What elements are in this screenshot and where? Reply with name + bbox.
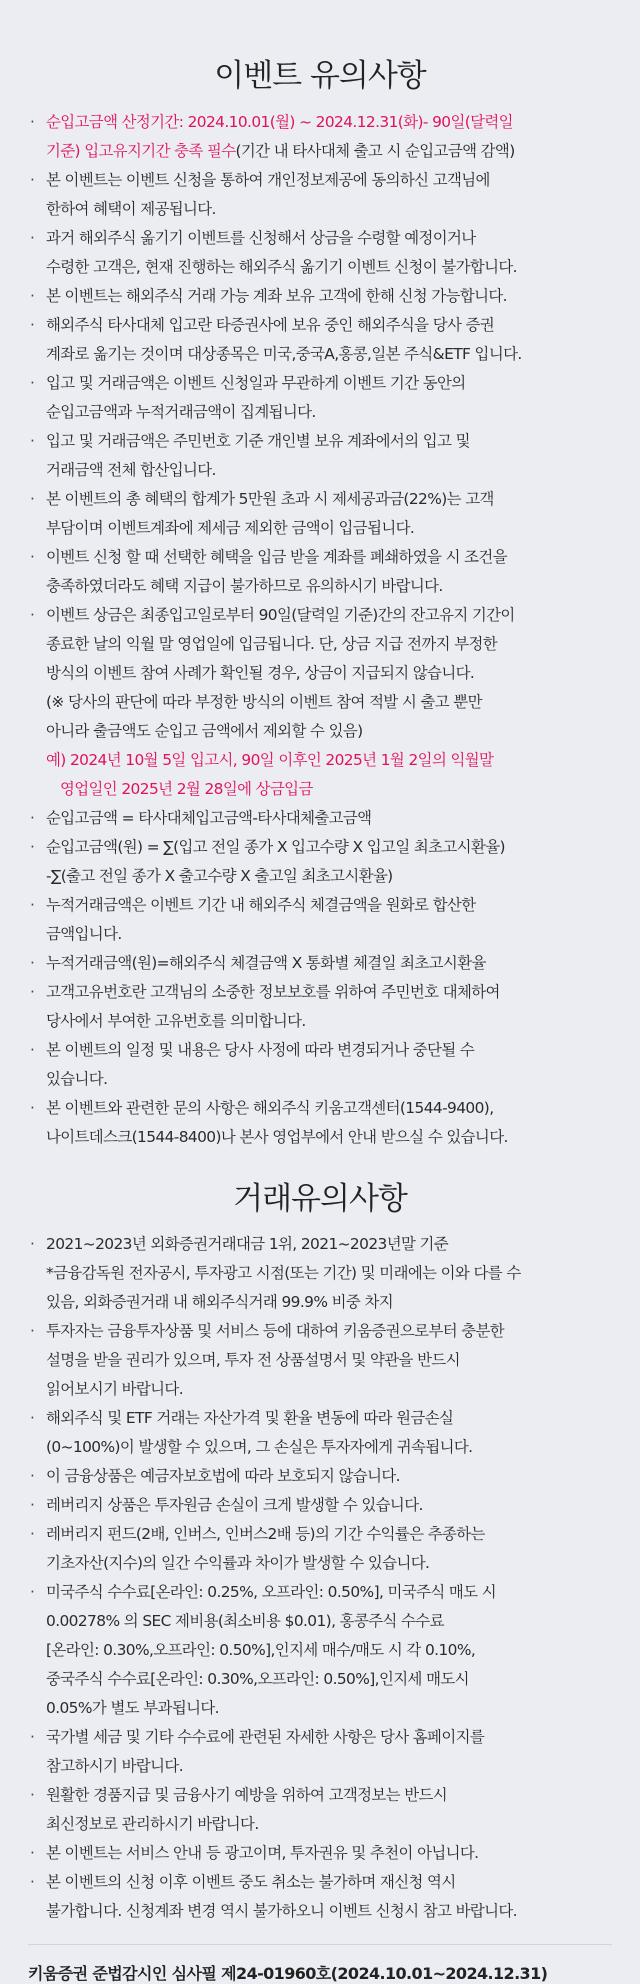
example-text: 예) 2024년 10월 5일 입고시, 90일 이후인 2025년 1월 2일의 익월말	[46, 751, 494, 769]
list-item-text: · 이벤트 상금은 최종입고일로부터 90일(달력일 기준)간의 잔고유지 기간이	[46, 606, 515, 624]
list-item-text: · 본 이벤트의 신청 이후 이벤트 중도 취소는 불가하며 재신청 역시	[46, 1873, 456, 1891]
list-item-text: 나이트데스크(1544-8400)나 본사 영업부에서 안내 받으실 수 있습니다.	[46, 1128, 508, 1146]
list-item-text: 중국주식 수수료[온라인: 0.30%,오프라인: 0.50%],인지세 매도시	[46, 1670, 469, 1688]
list-item-text: · 과거 해외주식 옮기기 이벤트를 신청해서 상금을 수령할 예정이거나	[46, 229, 476, 247]
list-item-text: 참고하시기 바랍니다.	[46, 1757, 183, 1775]
list-item-text: · 순입고금액 = 타사대체입고금액-타사대체출고금액	[46, 809, 372, 827]
compliance-footer: 키움증권 준법감시인 심사필 제24-01960호(2024.10.01~2024.12.31)	[28, 1964, 548, 1983]
list-item	[28, 1230, 612, 1317]
list-item-text: 0.00278% 의 SEC 제비용(최소비용 $0.01), 홍콩주식 수수료	[46, 1612, 444, 1630]
list-item-text: 계좌로 옮기는 것이며 대상종목은 미국,중국A,홍콩,일본 주식&ETF 입니다.	[46, 345, 522, 363]
list-item	[28, 427, 612, 485]
list-item-text: · 본 이벤트의 총 혜택의 합계가 5만원 초과 시 제세공과금(22%)는 고객	[46, 490, 494, 508]
list-item-text: · 입고 및 거래금액은 주민번호 기준 개인별 보유 계좌에서의 입고 및	[46, 432, 470, 450]
list-item-text: · 고객고유번호란 고객님의 소중한 정보보호를 위하여 주민번호 대체하여	[46, 983, 500, 1001]
list-item	[28, 601, 612, 746]
list-item	[28, 1404, 612, 1462]
list-item-text: (※ 당사의 판단에 따라 부정한 방식의 이벤트 참여 적발 시 출고 뿐만	[46, 693, 482, 711]
list-item-text: 종료한 날의 익월 말 영업일에 입금됩니다. 단, 상금 지급 전까지 부정한	[46, 635, 497, 653]
list-item-text: · 본 이벤트의 일정 및 내용은 당사 사정에 따라 변경되거나 중단될 수	[46, 1041, 475, 1059]
list-item-text: 한하여 혜택이 제공됩니다.	[46, 200, 216, 218]
list-item-text: 설명을 받을 권리가 있으며, 투자 전 상품설명서 및 약관을 반드시	[46, 1351, 460, 1369]
list-item	[28, 311, 612, 369]
trade-notice-list	[28, 1230, 612, 1926]
list-item-text: 있음, 외화증권거래 내 해외주식거래 99.9% 비중 차지	[46, 1293, 394, 1311]
list-item	[28, 1491, 612, 1520]
list-item	[28, 1317, 612, 1404]
list-item-text: 충족하였더라도 혜택 지급이 불가하므로 유의하시기 바랍니다.	[46, 577, 443, 595]
list-item-text: · 본 이벤트는 해외주식 거래 가능 계좌 보유 고객에 한해 신청 가능합니다.	[46, 287, 507, 305]
list-item	[28, 891, 612, 949]
list-item-text: *금융감독원 전자공시, 투자광고 시점(또는 기간) 및 미래에는 이와 다를 수	[46, 1264, 521, 1282]
trade-notice-title: 거래유의사항	[233, 1181, 407, 1217]
list-item-text: 금액입니다.	[46, 925, 122, 943]
list-item	[28, 1036, 612, 1094]
list-item	[28, 804, 612, 833]
list-item-text: 0.05%가 별도 부과됩니다.	[46, 1699, 219, 1717]
list-item-text: · 누적거래금액은 이벤트 기간 내 해외주식 체결금액을 원화로 합산한	[46, 896, 476, 914]
list-item-text: · 이 금융상품은 예금자보호법에 따라 보호되지 않습니다.	[46, 1467, 400, 1485]
list-item-text: 읽어보시기 바랍니다.	[46, 1380, 183, 1398]
list-item-text: 당사에서 부여한 고유번호를 의미합니다.	[46, 1012, 306, 1030]
list-item-text: · 입고 및 거래금액은 이벤트 신청일과 무관하게 이벤트 기간 동안의	[46, 374, 466, 392]
list-item	[28, 1723, 612, 1781]
list-item-text: 수령한 고객은, 현재 진행하는 해외주식 옮기기 이벤트 신청이 불가합니다.	[46, 258, 517, 276]
list-item-text: -∑(출고 전일 종가 X 출고수량 X 출고일 최초고시환율)	[46, 867, 393, 885]
list-item	[28, 949, 612, 978]
event-notice-title: 이벤트 유의사항	[214, 58, 426, 94]
list-item-text: 있습니다.	[46, 1070, 108, 1088]
list-item-text: 방식의 이벤트 참여 사례가 확인될 경우, 상금이 지급되지 않습니다.	[46, 664, 475, 682]
list-item-text: · 이벤트 신청 할 때 선택한 혜택을 입금 받을 계좌를 폐쇄하였을 시 조건을	[46, 548, 507, 566]
example-text: 영업일인 2025년 2월 28일에 상금입금	[60, 780, 313, 798]
list-item-text: 기준) 입고유지기간 충족 필수	[46, 142, 236, 160]
list-item	[28, 1578, 612, 1723]
list-item-text: · 본 이벤트와 관련한 문의 사항은 해외주식 키움고객센터(1544-9400),	[46, 1099, 494, 1117]
list-item-text: · 미국주식 수수료[온라인: 0.25%, 오프라인: 0.50%], 미국주식 매도 시	[46, 1583, 497, 1601]
list-item	[28, 1868, 612, 1926]
list-item-text: (0~100%)이 발생할 수 있으며, 그 손실은 투자자에게 귀속됩니다.	[46, 1438, 473, 1456]
list-item-text: 불가합니다. 신청계좌 변경 역시 불가하오니 이벤트 신청시 참고 바랍니다.	[46, 1902, 517, 1920]
list-item	[28, 282, 612, 311]
list-item	[28, 1094, 612, 1152]
list-item-text: · 순입고금액(원) = ∑(입고 전일 종가 X 입고수량 X 입고일 최초고시환율)	[46, 838, 505, 856]
list-item	[28, 485, 612, 543]
list-item	[28, 1520, 612, 1578]
list-item-text: · 본 이벤트는 이벤트 신청을 통하여 개인정보제공에 동의하신 고객님에	[46, 171, 490, 189]
list-item	[28, 1839, 612, 1868]
list-item-text: · 레버리지 상품은 투자원금 손실이 크게 발생할 수 있습니다.	[46, 1496, 423, 1514]
list-item-text: · 레버리지 펀드(2배, 인버스, 인버스2배 등)의 기간 수익률은 추종하는	[46, 1525, 485, 1543]
list-item	[28, 1462, 612, 1491]
list-item-text: (기간 내 타사대체 출고 시 순입고금액 감액)	[235, 142, 515, 160]
list-item-text: · 순입고금액 산정기간: 2024.10.01(월) ~ 2024.12.31(화)- 90일(달력일	[46, 113, 513, 131]
list-item-text: · 국가별 세금 및 기타 수수료에 관련된 자세한 사항은 당사 홈페이지를	[46, 1728, 485, 1746]
list-item	[28, 108, 612, 166]
list-item-text: [온라인: 0.30%,오프라인: 0.50%],인지세 매수/매도 시 각 0.10%,	[46, 1641, 476, 1659]
list-item-text: 부담이며 이벤트계좌에 제세금 제외한 금액이 입금됩니다.	[46, 519, 415, 537]
list-item	[28, 543, 612, 601]
list-item-text: · 투자자는 금융투자상품 및 서비스 등에 대하여 키움증권으로부터 충분한	[46, 1322, 505, 1340]
list-item-text: 아니라 출금액도 순입고 금액에서 제외할 수 있음)	[46, 722, 363, 740]
list-item-text: · 2021~2023년 외화증권거래대금 1위, 2021~2023년말 기준	[46, 1235, 449, 1253]
event-notice-list	[28, 108, 612, 1152]
list-item	[28, 978, 612, 1036]
list-item-text: · 해외주식 및 ETF 거래는 자산가격 및 환율 변동에 따라 원금손실	[46, 1409, 454, 1427]
list-item-text: 최신정보로 관리하시기 바랍니다.	[46, 1815, 259, 1833]
list-item	[28, 224, 612, 282]
divider	[28, 1944, 612, 1945]
list-item-text: 순입고금액과 누적거래금액이 집계됩니다.	[46, 403, 316, 421]
list-item	[28, 1781, 612, 1839]
list-item	[28, 369, 612, 427]
list-item-text: · 본 이벤트는 서비스 안내 등 광고이며, 투자권유 및 추천이 아닙니다.	[46, 1844, 479, 1862]
list-item	[28, 166, 612, 224]
list-item-text: · 원활한 경품지급 및 금융사기 예방을 위하여 고객정보는 반드시	[46, 1786, 447, 1804]
list-item-text: 기초자산(지수)의 일간 수익률과 차이가 발생할 수 있습니다.	[46, 1554, 430, 1572]
example-note	[28, 746, 612, 804]
list-item-text: · 해외주식 타사대체 입고란 타증권사에 보유 중인 해외주식을 당사 증권	[46, 316, 495, 334]
list-item	[28, 833, 612, 891]
list-item-text: · 누적거래금액(원)=해외주식 체결금액 X 통화별 체결일 최초고시환율	[46, 954, 486, 972]
list-item-text: 거래금액 전체 합산입니다.	[46, 461, 216, 479]
